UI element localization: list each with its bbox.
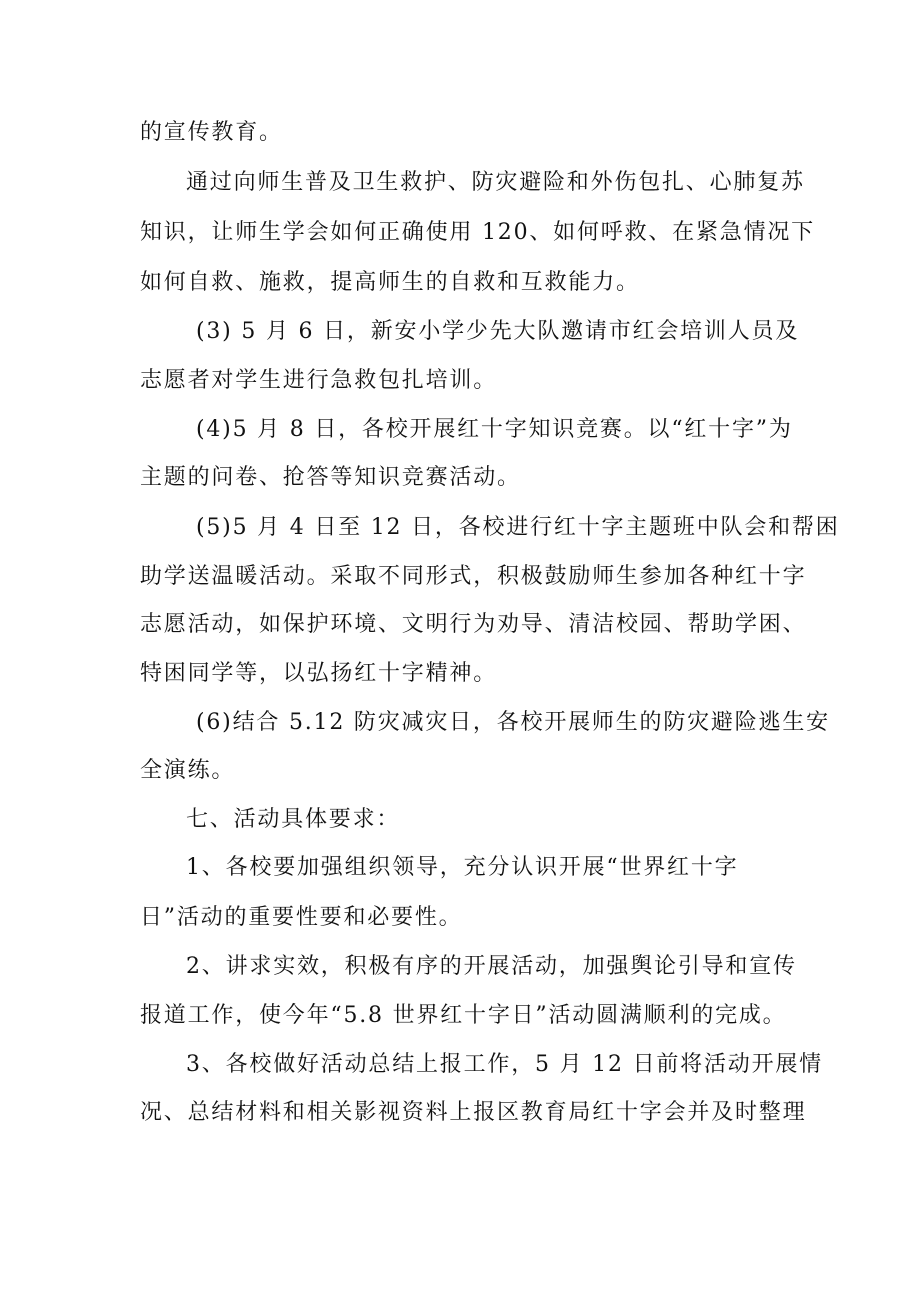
text-line: 1、各校要加强组织领导，充分认识开展“世界红十字 (186, 855, 739, 880)
text-line: (5)5 月 4 日至 12 日，各校进行红十字主题班中队会和帮困 (196, 515, 840, 540)
text-line: 如何自救、施救，提高师生的自救和互救能力。 (140, 270, 640, 295)
text-line: 况、总结材料和相关影视资料上报区教育局红十字会并及时整理 (140, 1100, 807, 1125)
text-line: 2、讲求实效，积极有序的开展活动，加强舆论引导和宣传 (186, 954, 797, 979)
text-line: 七、活动具体要求： (186, 807, 401, 832)
text-line: 助学送温暖活动。采取不同形式，积极鼓励师生参加各种红十字 (140, 564, 807, 589)
text-line: 报道工作，使今年“5.8 世界红十字日”活动圆满顺利的完成。 (140, 1003, 787, 1028)
text-line: (3) 5 月 6 日，新安小学少先大队邀请市红会培训人员及 (196, 319, 800, 344)
text-line: 全演练。 (140, 758, 236, 783)
text-line: 通过向师生普及卫生救护、防灾避险和外伤包扎、心肺复苏 (186, 170, 805, 195)
text-line: 的宣传教育。 (140, 120, 283, 145)
text-line: (4)5 月 8 日，各校开展红十字知识竞赛。以“红十字”为 (196, 417, 793, 442)
text-line: (6)结合 5.12 防灾减灾日，各校开展师生的防灾避险逃生安 (196, 710, 830, 735)
text-line: 志愿活动，如保护环境、文明行为劝导、清洁校园、帮助学困、 (140, 612, 807, 637)
text-line: 3、各校做好活动总结上报工作，5 月 12 日前将活动开展情 (186, 1052, 823, 1077)
text-line: 特困同学等，以弘扬红十字精神。 (140, 661, 498, 686)
text-line: 知识，让师生学会如何正确使用 120、如何呼救、在紧急情况下 (140, 220, 815, 245)
text-line: 日”活动的重要性要和必要性。 (140, 905, 463, 930)
text-line: 主题的问卷、抢答等知识竞赛活动。 (140, 465, 521, 490)
text-line: 志愿者对学生进行急救包扎培训。 (140, 368, 498, 393)
